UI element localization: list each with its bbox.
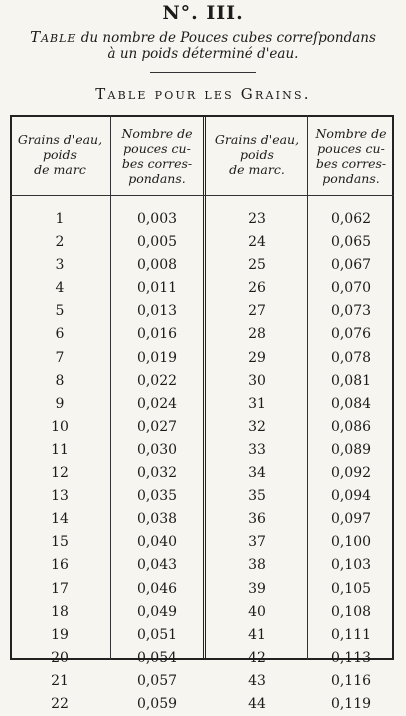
pouces-cell: 0,070 xyxy=(330,280,372,297)
header-line: poids xyxy=(43,147,77,162)
table-row xyxy=(0,670,406,693)
table-row xyxy=(0,370,406,393)
grains-cell: 1 xyxy=(55,211,65,227)
pouces-cell: 0,116 xyxy=(330,672,372,689)
grains-cell: 37 xyxy=(248,534,266,551)
pouces-cell: 0,038 xyxy=(136,511,178,528)
header-rule xyxy=(10,195,394,196)
grains-cell: 14 xyxy=(51,511,69,528)
grains-cell: 24 xyxy=(248,234,266,251)
pouces-cell: 0,059 xyxy=(136,695,178,712)
pouces-cell: 0,027 xyxy=(136,418,178,435)
header-line: pouces cu- xyxy=(123,141,191,156)
pouces-cell: 0,103 xyxy=(330,557,372,574)
grains-cell: 25 xyxy=(248,257,266,274)
pouces-cell: 0,022 xyxy=(136,372,178,389)
grains-cell: 17 xyxy=(51,580,69,597)
grains-cell: 27 xyxy=(248,303,266,320)
separator-rule xyxy=(150,72,256,73)
header-line: Grains d'eau, xyxy=(214,132,300,147)
table-row xyxy=(0,485,406,508)
grains-cell: 11 xyxy=(51,441,69,458)
table-subtitle xyxy=(10,29,396,62)
header-line: Nombre de xyxy=(315,126,387,141)
pouces-cell: 0,046 xyxy=(136,580,178,597)
grains-cell: 12 xyxy=(51,465,69,482)
table-row xyxy=(0,693,406,716)
pouces-cell: 0,016 xyxy=(136,326,178,343)
table-row xyxy=(0,277,406,300)
table-row xyxy=(0,601,406,624)
pouces-cell: 0,008 xyxy=(136,257,178,274)
header-pouces-1 xyxy=(112,126,202,186)
grains-cell: 19 xyxy=(51,626,69,643)
grains-cell: 13 xyxy=(51,488,69,505)
table-row xyxy=(0,347,406,370)
grains-cell: 16 xyxy=(51,557,69,574)
table-row xyxy=(0,531,406,554)
table-row xyxy=(0,416,406,439)
pouces-cell: 0,035 xyxy=(136,488,178,505)
grains-cell: 18 xyxy=(51,603,69,620)
grains-cell: 9 xyxy=(55,395,65,412)
grains-cell: 15 xyxy=(51,534,69,551)
grains-cell: 32 xyxy=(248,418,266,435)
grains-cell: 36 xyxy=(248,511,266,528)
table-row xyxy=(0,254,406,277)
grains-cell: 35 xyxy=(248,488,266,505)
header-line: pouces cu- xyxy=(317,141,385,156)
table-row xyxy=(0,647,406,670)
pouces-cell: 0,092 xyxy=(330,465,372,482)
pouces-cell: 0,051 xyxy=(136,626,178,643)
subtitle-lead: Table xyxy=(30,28,77,46)
pouces-cell: 0,108 xyxy=(330,603,372,620)
page-heading: N°. III. xyxy=(162,2,244,24)
table-title: Table pour les Grains. xyxy=(95,85,311,103)
grains-cell: 3 xyxy=(55,257,65,274)
pouces-cell: 0,054 xyxy=(136,649,178,666)
header-line: poids xyxy=(240,147,274,162)
pouces-cell: 0,043 xyxy=(136,557,178,574)
table-row xyxy=(0,300,406,323)
grains-cell: 38 xyxy=(248,557,266,574)
pouces-cell: 0,030 xyxy=(136,441,178,458)
pouces-cell: 0,032 xyxy=(136,465,178,482)
grains-cell: 43 xyxy=(248,672,266,689)
grains-cell: 21 xyxy=(51,672,69,689)
grains-cell: 20 xyxy=(51,649,69,666)
header-line: de marc. xyxy=(229,162,285,177)
grains-cell: 33 xyxy=(248,441,266,458)
pouces-cell: 0,067 xyxy=(330,257,372,274)
grains-cell: 29 xyxy=(248,349,266,366)
table-row xyxy=(0,624,406,647)
pouces-cell: 0,005 xyxy=(136,234,178,251)
grains-cell: 7 xyxy=(55,349,65,366)
table-row xyxy=(0,508,406,531)
grains-cell: 26 xyxy=(248,280,266,297)
header-pouces-2 xyxy=(309,126,393,186)
pouces-cell: 0,084 xyxy=(330,395,372,412)
header-grains-2 xyxy=(207,132,307,177)
header-line: Nombre de xyxy=(121,126,193,141)
grains-cell: 28 xyxy=(248,326,266,343)
grains-cell: 23 xyxy=(248,211,266,227)
grains-cell: 8 xyxy=(55,372,65,389)
pouces-cell: 0,073 xyxy=(330,303,372,320)
pouces-cell: 0,100 xyxy=(330,534,372,551)
grains-cell: 31 xyxy=(248,395,266,412)
pouces-cell: 0,089 xyxy=(330,441,372,458)
pouces-cell: 0,081 xyxy=(330,372,372,389)
pouces-cell: 0,019 xyxy=(136,349,178,366)
grains-cell: 5 xyxy=(55,303,65,320)
table-row xyxy=(0,554,406,577)
table-row xyxy=(0,578,406,601)
pouces-cell: 0,105 xyxy=(330,580,372,597)
header-line: pondans. xyxy=(128,171,186,186)
header-line: Grains d'eau, xyxy=(17,132,103,147)
grains-cell: 40 xyxy=(248,603,266,620)
pouces-cell: 0,057 xyxy=(136,672,178,689)
pouces-cell: 0,024 xyxy=(136,395,178,412)
grains-cell: 41 xyxy=(248,626,266,643)
pouces-cell: 0,097 xyxy=(330,511,372,528)
pouces-cell: 0,011 xyxy=(136,280,178,297)
pouces-cell: 0,111 xyxy=(330,626,372,643)
header-line: de marc xyxy=(34,162,86,177)
table-row xyxy=(0,323,406,346)
subtitle-line-2: à un poids déterminé d'eau. xyxy=(107,46,299,62)
table-row xyxy=(0,208,406,231)
header-line: bes corres- xyxy=(121,156,193,171)
table-row xyxy=(0,393,406,416)
pouces-cell: 0,119 xyxy=(330,695,372,712)
pouces-cell: 0,086 xyxy=(330,418,372,435)
header-grains-1 xyxy=(12,132,108,177)
subtitle-line-1: du nombre de Pouces cubes correſpondans xyxy=(80,30,376,46)
grains-cell: 39 xyxy=(248,580,266,597)
table-row xyxy=(0,439,406,462)
grains-cell: 2 xyxy=(55,234,65,251)
pouces-cell: 0,003 xyxy=(136,211,178,227)
table-row xyxy=(0,231,406,254)
grains-cell: 34 xyxy=(248,465,266,482)
pouces-cell: 0,094 xyxy=(330,488,372,505)
pouces-cell: 0,078 xyxy=(330,349,372,366)
table-body xyxy=(0,208,406,716)
pouces-cell: 0,113 xyxy=(330,649,372,666)
pouces-cell: 0,013 xyxy=(136,303,178,320)
header-line: bes corres- xyxy=(315,156,387,171)
grains-cell: 30 xyxy=(248,372,266,389)
table-row xyxy=(0,462,406,485)
pouces-cell: 0,062 xyxy=(330,211,372,227)
header-line: pondans. xyxy=(322,171,380,186)
pouces-cell: 0,076 xyxy=(330,326,372,343)
grains-cell: 4 xyxy=(55,280,65,297)
grains-cell: 44 xyxy=(248,695,266,712)
pouces-cell: 0,049 xyxy=(136,603,178,620)
grains-cell: 10 xyxy=(51,418,69,435)
pouces-cell: 0,040 xyxy=(136,534,178,551)
pouces-cell: 0,065 xyxy=(330,234,372,251)
grains-cell: 6 xyxy=(55,326,65,343)
grains-cell: 42 xyxy=(248,649,266,666)
grains-cell: 22 xyxy=(51,695,69,712)
